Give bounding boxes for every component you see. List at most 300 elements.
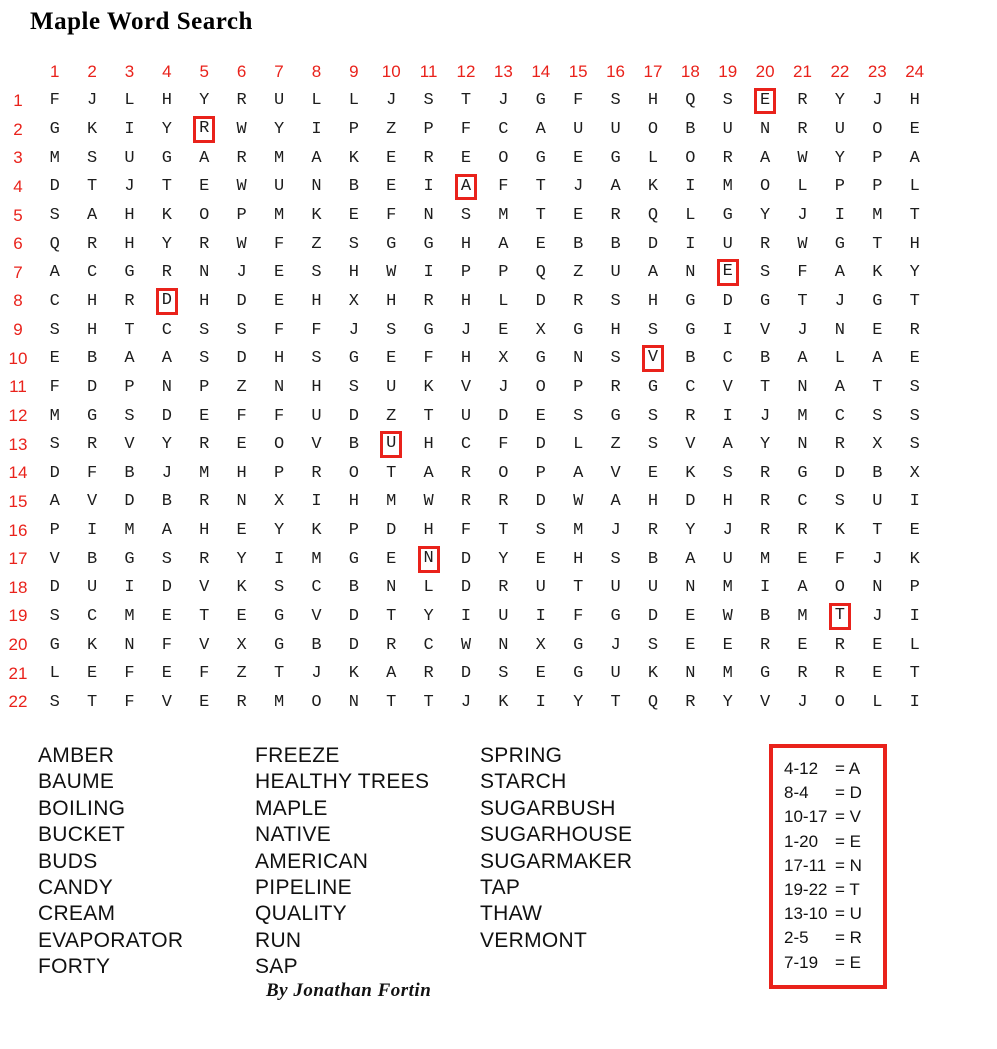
legend-letter: = N (835, 855, 862, 875)
col-number: 2 (87, 62, 97, 82)
grid-letter: H (647, 492, 659, 512)
grid-cell (186, 574, 223, 603)
grid-cell (447, 287, 484, 316)
grid-cell (36, 459, 73, 488)
grid-cell (559, 688, 596, 717)
grid-cell (709, 430, 746, 459)
grid-cell (746, 287, 783, 316)
grid-letter: S (49, 606, 60, 626)
grid-cell (746, 402, 783, 431)
grid-letter: A (647, 263, 659, 283)
grid-letter: I (535, 692, 546, 712)
grid-cell (186, 230, 223, 259)
grid-cell (559, 659, 596, 688)
grid-cell (709, 173, 746, 202)
word-list-item: BAUME (38, 770, 115, 794)
grid-letter: F (86, 463, 98, 483)
grid-cell (335, 258, 372, 287)
word-list-column-3 (480, 743, 632, 954)
grid-cell (709, 659, 746, 688)
grid-cell (148, 574, 185, 603)
grid-letter: A (161, 349, 172, 369)
grid-cell (672, 115, 709, 144)
grid-cell (223, 316, 260, 345)
grid-cell (559, 173, 596, 202)
grid-letter: D (49, 177, 60, 197)
grid-cell (260, 488, 297, 517)
grid-cell (148, 144, 185, 173)
legend-entry (784, 781, 883, 805)
grid-letter: S (236, 320, 247, 340)
word-list-column-1 (38, 743, 183, 981)
grid-cell (485, 344, 522, 373)
legend-coordinate: 13-10 (784, 904, 828, 924)
grid-letter: T (86, 177, 98, 197)
grid-cell (298, 402, 335, 431)
grid-cell (260, 87, 297, 116)
grid-letter: S (610, 349, 621, 369)
grid-letter: K (647, 664, 659, 684)
grid-cell (485, 545, 522, 574)
grid-cell (746, 201, 783, 230)
grid-letter: J (386, 91, 397, 111)
grid-letter: N (685, 578, 696, 598)
grid-letter: S (610, 291, 621, 311)
grid-letter: Q (49, 234, 60, 254)
word-list-item: FREEZE (255, 744, 340, 767)
grid-cell (896, 287, 933, 316)
grid-cell (559, 144, 596, 173)
grid-cell (111, 201, 148, 230)
grid-letter: H (460, 291, 472, 311)
grid-cell (522, 602, 559, 631)
grid-letter: A (685, 549, 696, 569)
grid-letter: J (722, 521, 733, 541)
grid-cell (260, 258, 297, 287)
grid-letter: F (573, 91, 584, 111)
row-number: 1 (13, 90, 23, 110)
grid-letter: U (647, 578, 659, 598)
grid-letter: E (273, 263, 285, 283)
legend-entry (784, 757, 883, 781)
grid-letter: V (722, 377, 733, 397)
row-number: 22 (8, 692, 28, 712)
grid-cell (223, 144, 260, 173)
grid-letter: G (124, 263, 135, 283)
grid-cell (597, 516, 634, 545)
grid-letter: O (834, 578, 845, 598)
grid-cell (36, 602, 73, 631)
grid-cell (36, 344, 73, 373)
grid-cell (186, 173, 223, 202)
grid-cell (672, 659, 709, 688)
grid-letter: S (610, 549, 621, 569)
legend-entry (784, 805, 883, 829)
grid-cell (36, 115, 73, 144)
legend-entry (784, 854, 883, 878)
grid-letter: D (348, 406, 359, 426)
grid-cell (859, 344, 896, 373)
grid-cell (597, 574, 634, 603)
grid-cell (672, 201, 709, 230)
row-number: 18 (8, 577, 28, 597)
grid-letter: E (573, 206, 584, 226)
grid-letter: D (535, 291, 546, 311)
grid-letter: I (86, 521, 98, 541)
grid-cell (410, 144, 447, 173)
grid-cell (373, 688, 410, 717)
grid-cell (298, 659, 335, 688)
grid-cell (373, 87, 410, 116)
grid-letter: G (685, 320, 696, 340)
grid-cell (373, 430, 410, 459)
grid-letter: M (498, 206, 509, 226)
grid-letter: M (124, 606, 135, 626)
boxed-letter: T (829, 603, 851, 630)
grid-letter: I (909, 606, 920, 626)
grid-cell (896, 430, 933, 459)
grid-cell (73, 173, 110, 202)
grid-cell (73, 402, 110, 431)
grid-cell (447, 173, 484, 202)
grid-letter: N (872, 578, 883, 598)
grid-cell (896, 115, 933, 144)
grid-cell (111, 488, 148, 517)
grid-cell (73, 602, 110, 631)
col-number: 19 (718, 62, 738, 82)
grid-letter: K (161, 206, 172, 226)
grid-cell (672, 258, 709, 287)
grid-cell (597, 87, 634, 116)
grid-letter: U (610, 120, 621, 140)
grid-letter: S (760, 263, 771, 283)
grid-letter: B (872, 463, 883, 483)
grid-cell (223, 344, 260, 373)
grid-cell (73, 87, 110, 116)
grid-cell (373, 230, 410, 259)
col-number: 18 (680, 62, 700, 82)
grid-cell (111, 316, 148, 345)
grid-letter: A (49, 492, 60, 512)
grid-letter: K (348, 664, 359, 684)
grid-letter: P (460, 263, 472, 283)
grid-cell (36, 316, 73, 345)
grid-cell (634, 516, 671, 545)
grid-cell (298, 430, 335, 459)
grid-cell (672, 87, 709, 116)
grid-cell (634, 430, 671, 459)
legend-letter: = D (835, 783, 862, 803)
boxed-letter: A (455, 174, 477, 201)
grid-letter: N (386, 578, 397, 598)
grid-cell (373, 631, 410, 660)
grid-letter: T (535, 206, 546, 226)
grid-letter: O (685, 148, 696, 168)
grid-letter: D (685, 492, 696, 512)
grid-cell (148, 115, 185, 144)
col-number: 3 (124, 62, 135, 82)
grid-letter: A (872, 349, 883, 369)
grid-cell (522, 659, 559, 688)
grid-cell (485, 488, 522, 517)
grid-letter: S (199, 349, 210, 369)
grid-cell (821, 230, 858, 259)
grid-letter: B (610, 234, 621, 254)
grid-letter: M (124, 521, 135, 541)
grid-cell (111, 173, 148, 202)
grid-letter: R (199, 435, 210, 455)
row-number: 13 (8, 434, 28, 454)
grid-cell (485, 688, 522, 717)
grid-cell (597, 144, 634, 173)
grid-cell (148, 201, 185, 230)
grid-cell (447, 258, 484, 287)
grid-letter: B (647, 549, 659, 569)
grid-letter: I (124, 578, 135, 598)
grid-cell (597, 545, 634, 574)
grid-cell (709, 631, 746, 660)
grid-letter: U (386, 377, 397, 397)
grid-cell (821, 144, 858, 173)
grid-cell (559, 459, 596, 488)
grid-cell (410, 115, 447, 144)
grid-cell (73, 574, 110, 603)
grid-cell (634, 631, 671, 660)
grid-letter: R (685, 692, 696, 712)
grid-letter: S (460, 206, 472, 226)
grid-cell (559, 631, 596, 660)
grid-cell (73, 201, 110, 230)
grid-letter: F (498, 177, 509, 197)
grid-cell (821, 344, 858, 373)
grid-letter: X (273, 492, 285, 512)
grid-letter: H (86, 291, 98, 311)
grid-letter: J (834, 291, 845, 311)
grid-cell (746, 173, 783, 202)
grid-letter: L (573, 435, 584, 455)
grid-letter: D (124, 492, 135, 512)
grid-letter: E (386, 177, 397, 197)
grid-letter: R (236, 148, 247, 168)
grid-cell (73, 316, 110, 345)
grid-letter: S (348, 234, 359, 254)
grid-letter: N (124, 635, 135, 655)
grid-letter: S (86, 148, 98, 168)
grid-letter: G (647, 377, 659, 397)
grid-cell (746, 115, 783, 144)
grid-cell (746, 545, 783, 574)
grid-cell (111, 631, 148, 660)
grid-cell (111, 115, 148, 144)
grid-cell (634, 659, 671, 688)
grid-letter: L (647, 148, 659, 168)
grid-cell (447, 201, 484, 230)
grid-cell (373, 316, 410, 345)
grid-letter: R (423, 664, 434, 684)
grid-cell (223, 430, 260, 459)
grid-letter: L (49, 664, 60, 684)
grid-letter: A (610, 492, 621, 512)
grid-letter: G (722, 206, 733, 226)
grid-letter: D (386, 521, 397, 541)
grid-cell (709, 459, 746, 488)
grid-letter: S (348, 377, 359, 397)
grid-cell (223, 574, 260, 603)
grid-cell (746, 87, 783, 116)
grid-letter: I (685, 177, 696, 197)
grid-cell (447, 430, 484, 459)
grid-cell (335, 173, 372, 202)
grid-letter: E (647, 463, 659, 483)
grid-cell (784, 230, 821, 259)
grid-cell (111, 344, 148, 373)
grid-cell (373, 459, 410, 488)
grid-letter: G (872, 291, 883, 311)
grid-letter: C (161, 320, 172, 340)
grid-letter: S (647, 435, 659, 455)
grid-cell (335, 402, 372, 431)
grid-letter: S (834, 492, 845, 512)
grid-letter: J (872, 549, 883, 569)
grid-letter: S (273, 578, 285, 598)
word-list-item: EVAPORATOR (38, 928, 184, 952)
grid-letter: C (685, 377, 696, 397)
grid-letter: S (573, 406, 584, 426)
grid-cell (784, 201, 821, 230)
grid-letter: T (386, 606, 397, 626)
grid-cell (410, 574, 447, 603)
grid-letter: I (834, 206, 845, 226)
grid-letter: H (647, 291, 659, 311)
grid-letter: J (573, 177, 584, 197)
grid-letter: V (760, 320, 771, 340)
grid-letter: L (348, 91, 359, 111)
grid-letter: L (124, 91, 135, 111)
col-number: 9 (349, 62, 359, 82)
answer-legend-box (769, 744, 887, 989)
grid-cell (186, 602, 223, 631)
grid-letter: F (797, 263, 808, 283)
grid-letter: B (161, 492, 172, 512)
grid-letter: Y (199, 91, 210, 111)
grid-letter: D (49, 463, 60, 483)
grid-letter: E (722, 635, 733, 655)
grid-letter: J (797, 320, 808, 340)
grid-letter: U (834, 120, 845, 140)
grid-cell (634, 144, 671, 173)
grid-letter: G (535, 91, 546, 111)
grid-cell (148, 516, 185, 545)
grid-cell (821, 459, 858, 488)
grid-cell (373, 402, 410, 431)
grid-cell (746, 688, 783, 717)
grid-letter: D (236, 291, 247, 311)
grid-letter: R (834, 435, 845, 455)
grid-letter: R (236, 91, 247, 111)
legend-letter: = E (835, 952, 861, 972)
grid-letter: F (236, 406, 247, 426)
grid-cell (260, 631, 297, 660)
grid-letter: U (86, 578, 98, 598)
grid-letter: I (535, 606, 546, 626)
boxed-letter: E (754, 88, 776, 115)
grid-letter: B (124, 463, 135, 483)
grid-letter: M (311, 549, 322, 569)
grid-cell (410, 602, 447, 631)
grid-cell (559, 316, 596, 345)
grid-cell (335, 287, 372, 316)
grid-letter: K (348, 148, 359, 168)
grid-cell (859, 115, 896, 144)
grid-cell (335, 459, 372, 488)
grid-cell (784, 144, 821, 173)
grid-letter: D (161, 578, 172, 598)
grid-cell (597, 688, 634, 717)
grid-cell (672, 602, 709, 631)
grid-letter: R (834, 635, 845, 655)
grid-letter: N (573, 349, 584, 369)
grid-letter: I (460, 606, 472, 626)
grid-letter: W (236, 234, 247, 254)
grid-cell (298, 373, 335, 402)
grid-letter: F (273, 406, 285, 426)
grid-letter: E (348, 206, 359, 226)
grid-letter: W (386, 263, 397, 283)
grid-letter: N (199, 263, 210, 283)
grid-cell (485, 115, 522, 144)
word-list-item: STARCH (480, 770, 567, 794)
grid-cell (746, 344, 783, 373)
row-number: 20 (8, 635, 28, 655)
word-list-item: BUCKET (38, 823, 125, 847)
grid-cell (821, 488, 858, 517)
grid-cell (36, 430, 73, 459)
grid-cell (896, 659, 933, 688)
grid-letter: F (49, 91, 60, 111)
grid-cell (447, 545, 484, 574)
grid-letter: P (348, 521, 359, 541)
grid-letter: Y (909, 263, 920, 283)
grid-cell (821, 602, 858, 631)
row-number: 4 (13, 176, 23, 196)
grid-letter: A (834, 377, 845, 397)
grid-cell (447, 402, 484, 431)
grid-letter: W (797, 148, 808, 168)
grid-letter: N (834, 320, 845, 340)
grid-letter: K (834, 521, 845, 541)
boxed-letter: E (717, 259, 739, 286)
grid-cell (896, 688, 933, 717)
grid-letter: W (797, 234, 808, 254)
grid-letter: L (834, 349, 845, 369)
grid-cell (485, 287, 522, 316)
grid-cell (73, 258, 110, 287)
grid-letter: G (760, 664, 771, 684)
grid-letter: M (722, 664, 733, 684)
grid-letter: S (647, 320, 659, 340)
grid-cell (373, 115, 410, 144)
grid-letter: R (199, 234, 210, 254)
grid-cell (73, 516, 110, 545)
col-number: 12 (456, 62, 476, 82)
grid-cell (784, 574, 821, 603)
word-list-item: VERMONT (480, 928, 588, 952)
grid-letter: R (124, 291, 135, 311)
grid-cell (298, 230, 335, 259)
grid-cell (784, 173, 821, 202)
grid-letter: R (236, 692, 247, 712)
boxed-letter: D (156, 288, 178, 315)
